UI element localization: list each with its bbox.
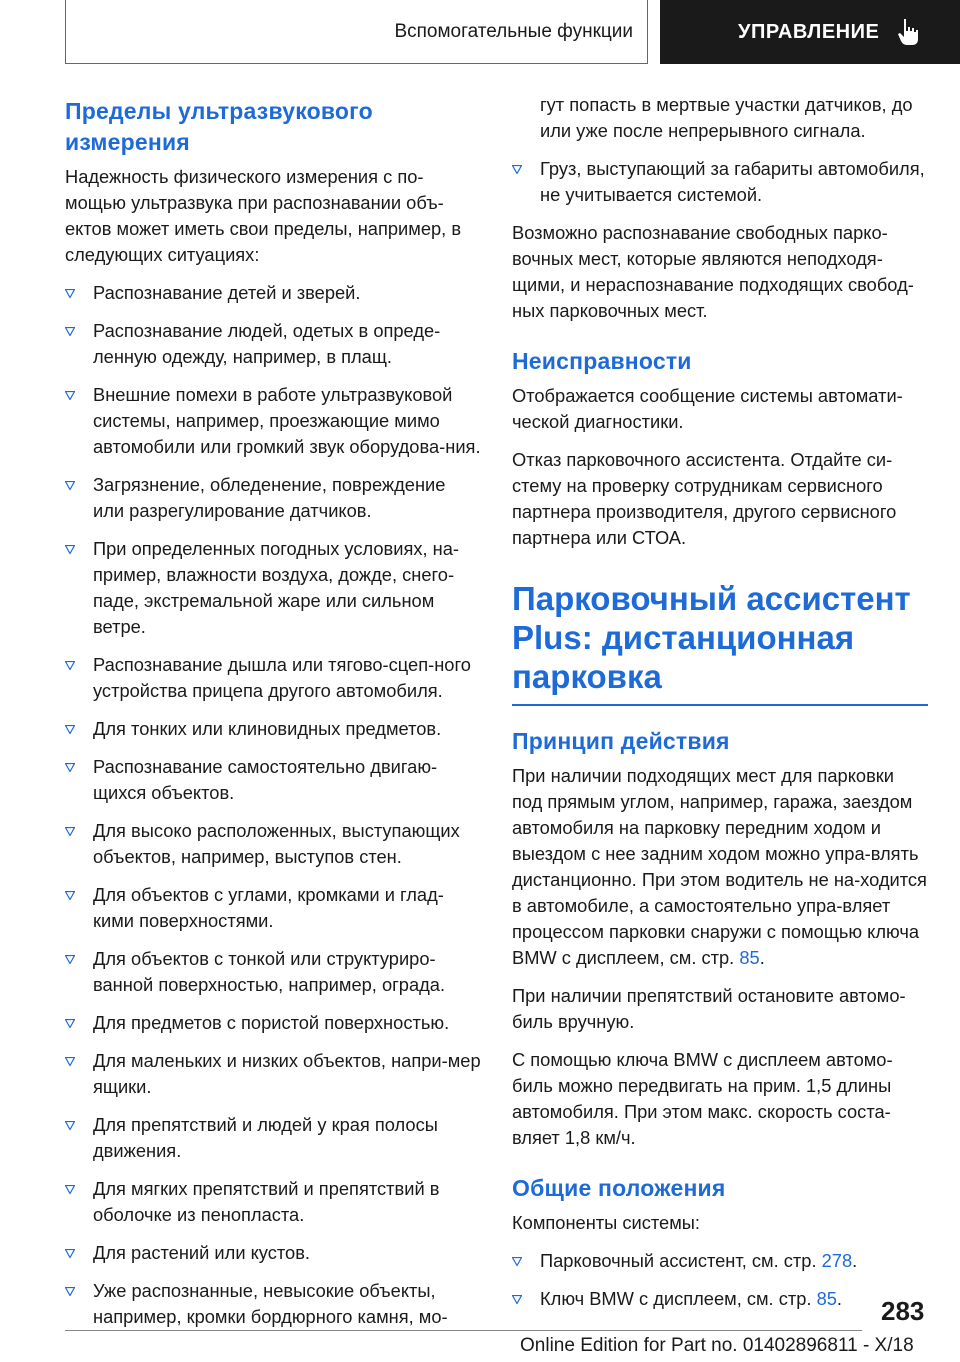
- intro-paragraph: Надежность физического измерения с по-мощью ультразвука при распознавании объ-ектов может иметь свои пределы, например, в следующих ситуациях:: [65, 166, 462, 265]
- page-number: 283: [881, 1296, 925, 1326]
- principle-paragraph-2: При наличии препятствий остановите автомо-биль вручную.: [512, 985, 906, 1032]
- heading-malfunctions: Неисправности: [512, 348, 692, 374]
- list-item: Ключ BMW с дисплеем, см. стр. 85.: [512, 1286, 928, 1312]
- triangle-bullet-icon: [65, 725, 75, 734]
- list-item: Распознавание дышла или тягово-сцеп-ного устройства прицепа другого автомобиля.: [65, 652, 481, 704]
- heading-remote-parking: Парковочный ассистент Plus: дистанционная парковка: [512, 580, 911, 695]
- footer-edition: Online Edition for Part no. 01402896811 - X/18: [520, 1335, 914, 1356]
- header-chapter-tab: [660, 0, 960, 64]
- continued-text: гут попасть в мертвые участки датчиков, до или уже после непрерывного сигнала.: [540, 94, 913, 141]
- components-list: [512, 1248, 928, 1312]
- triangle-bullet-icon: [65, 1185, 75, 1194]
- triangle-bullet-icon: [65, 827, 75, 836]
- principle-paragraph-3: С помощью ключа BMW с дисплеем автомо-биль можно передвигать на прим. 1,5 длины автомобиля. При этом макс. скорость соста-вляет 1,8 км/ч.: [512, 1049, 893, 1148]
- list-item: Для тонких или клиновидных предметов.: [65, 716, 481, 742]
- page-link-85-key[interactable]: 85: [816, 1288, 837, 1309]
- list-item: Распознавание самостоятельно двигаю-щихся объектов.: [65, 754, 481, 806]
- header-section-tab: [65, 0, 648, 64]
- section-divider: [512, 704, 928, 706]
- header-section-title: Вспомогательные функции: [394, 20, 633, 42]
- left-column: [65, 96, 481, 1342]
- triangle-bullet-icon: [65, 545, 75, 554]
- list-item: Распознавание детей и зверей.: [65, 280, 481, 306]
- parking-space-paragraph: Возможно распознавание свободных парко-вочных мест, которые являются неподходя-щими, и нераспознавание подходящих свобод-ных парковочных мест.: [512, 222, 914, 321]
- heading-ultrasound-limits: Пределы ультразвукового измерения: [65, 98, 373, 155]
- list-item: Загрязнение, обледенение, повреждение или разрегулирование датчиков.: [65, 472, 481, 524]
- triangle-bullet-icon: [512, 165, 522, 174]
- triangle-bullet-icon: [65, 1057, 75, 1066]
- list-item: Для растений или кустов.: [65, 1240, 481, 1266]
- general-intro: Компоненты системы:: [512, 1212, 701, 1233]
- heading-principle: Принцип действия: [512, 728, 730, 754]
- triangle-bullet-icon: [512, 1295, 522, 1304]
- hand-icon: [895, 17, 921, 47]
- right-column: [512, 92, 928, 1324]
- triangle-bullet-icon: [65, 1019, 75, 1028]
- malfunction-paragraph-1: Отображается сообщение системы автомати-ческой диагностики.: [512, 385, 903, 432]
- page-link-85[interactable]: 85: [739, 947, 760, 968]
- list-item: Для препятствий и людей у края полосы движения.: [65, 1112, 481, 1164]
- list-item: Для предметов с пористой поверхностью.: [65, 1010, 481, 1036]
- page-link-278[interactable]: 278: [821, 1250, 853, 1271]
- list-item: Парковочный ассистент, см. стр. 278.: [512, 1248, 928, 1274]
- triangle-bullet-icon: [65, 481, 75, 490]
- triangle-bullet-icon: [65, 391, 75, 400]
- list-item: Внешние помехи в работе ультразвуковой системы, например, проезжающие мимо автомобили или громкий звук оборудова-ния.: [65, 382, 481, 460]
- list-item: Для объектов с тонкой или структуриро-ванной поверхностью, например, ограда.: [65, 946, 481, 998]
- triangle-bullet-icon: [65, 1121, 75, 1130]
- triangle-bullet-icon: [65, 327, 75, 336]
- list-item: Для объектов с углами, кромками и глад-кими поверхностями.: [65, 882, 481, 934]
- triangle-bullet-icon: [65, 763, 75, 772]
- triangle-bullet-icon: [65, 1249, 75, 1258]
- footer-divider: [65, 1330, 862, 1331]
- triangle-bullet-icon: [65, 1287, 75, 1296]
- list-item: Для высоко расположенных, выступающих объектов, например, выступов стен.: [65, 818, 481, 870]
- triangle-bullet-icon: [65, 289, 75, 298]
- principle-paragraph-1: При наличии подходящих мест для парковки под прямым углом, например, гаража, заездом автомобиля на парковку передним ходом и выездом с нее задним ходом можно упра-влять дистанционно. При этом водитель не на-ходится в автомобиле, а самостоятельно упра-вляет процессом парковки снаружи с помощью ключа BMW с дисплеем, см. стр. 85.: [512, 765, 927, 968]
- header-chapter-title: УПРАВЛЕНИЕ: [738, 20, 880, 43]
- list-item: Для маленьких и низких объектов, напри-мер ящики.: [65, 1048, 481, 1100]
- malfunction-paragraph-2: Отказ парковочного ассистента. Отдайте си-стему на проверку сотрудникам сервисного партнера производителя, другого сервисного партнера или СТОА.: [512, 449, 897, 548]
- triangle-bullet-icon: [65, 661, 75, 670]
- list-item: Уже распознанные, невысокие объекты, например, кромки бордюрного камня, мо-: [65, 1278, 481, 1330]
- triangle-bullet-icon: [65, 955, 75, 964]
- list-item: При определенных погодных условиях, на-пример, влажности воздуха, дожде, снего-паде, экстремальной жаре или сильном ветре.: [65, 536, 481, 640]
- list-item: Груз, выступающий за габариты автомобиля, не учитывается системой.: [512, 156, 928, 208]
- heading-general: Общие положения: [512, 1175, 726, 1201]
- continued-list: [512, 156, 928, 208]
- limits-list: [65, 280, 481, 1330]
- list-item: Для мягких препятствий и препятствий в оболочке из пенопласта.: [65, 1176, 481, 1228]
- triangle-bullet-icon: [65, 891, 75, 900]
- list-item: Распознавание людей, одетых в опреде-ленную одежду, например, в плащ.: [65, 318, 481, 370]
- triangle-bullet-icon: [512, 1257, 522, 1266]
